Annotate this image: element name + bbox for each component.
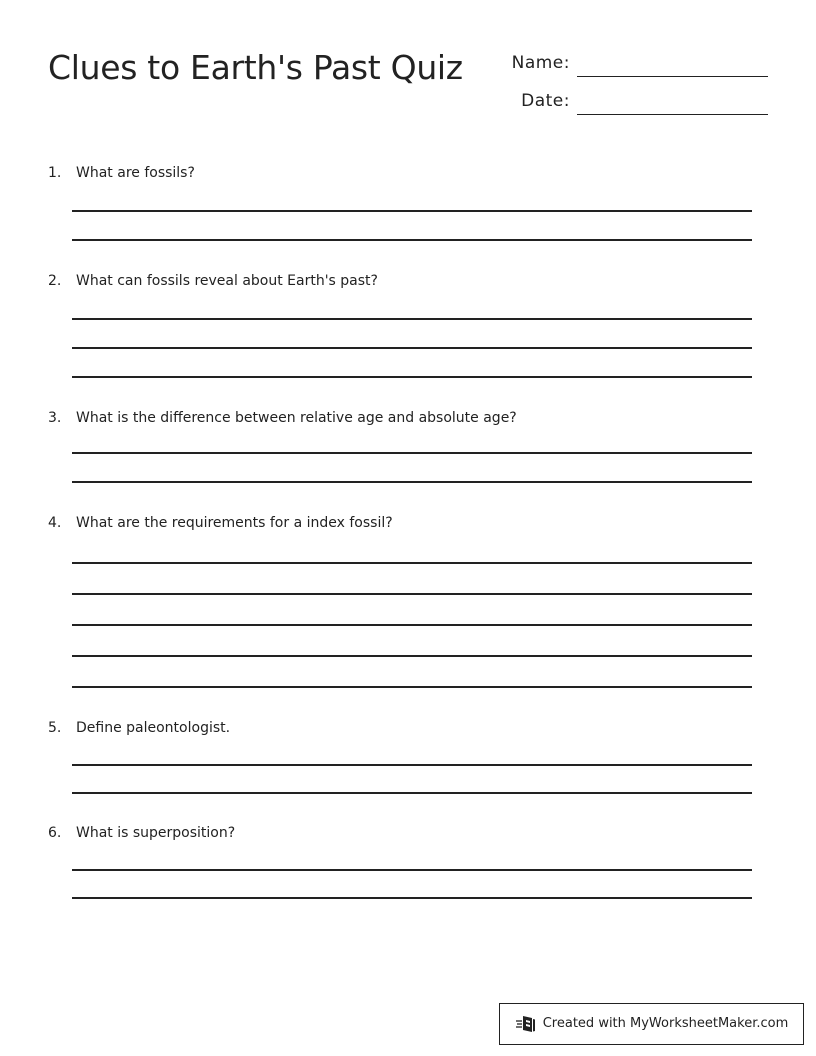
answer-line[interactable] xyxy=(72,562,752,564)
question-number: 4. xyxy=(48,515,62,531)
answer-line[interactable] xyxy=(72,376,752,378)
page-title: Clues to Earth's Past Quiz xyxy=(48,48,463,87)
question-text: Define paleontologist. xyxy=(76,720,231,736)
question-text: What is superposition? xyxy=(76,825,236,841)
date-line[interactable] xyxy=(577,114,768,115)
answer-line[interactable] xyxy=(72,239,752,241)
date-label: Date: xyxy=(521,91,570,111)
question-number: 2. xyxy=(48,273,62,289)
answer-line[interactable] xyxy=(72,655,752,657)
answer-line[interactable] xyxy=(72,593,752,595)
question-text: What are fossils? xyxy=(76,165,195,181)
answer-line[interactable] xyxy=(72,347,752,349)
answer-line[interactable] xyxy=(72,210,752,212)
answer-line[interactable] xyxy=(72,481,752,483)
date-field[interactable] xyxy=(0,90,816,114)
footer-badge[interactable] xyxy=(499,1003,804,1045)
question-number: 1. xyxy=(48,165,62,181)
answer-line[interactable] xyxy=(72,897,752,899)
answer-line[interactable] xyxy=(72,869,752,871)
answer-line[interactable] xyxy=(72,318,752,320)
footer-text: Created with MyWorksheetMaker.com xyxy=(542,1016,789,1031)
answer-line[interactable] xyxy=(72,452,752,454)
question-number: 5. xyxy=(48,720,62,736)
answer-line[interactable] xyxy=(72,792,752,794)
worksheet-maker-logo-icon xyxy=(515,1013,537,1035)
name-line[interactable] xyxy=(577,76,768,77)
question-text: What can fossils reveal about Earth's past? xyxy=(76,273,378,289)
question-number: 6. xyxy=(48,825,62,841)
answer-line[interactable] xyxy=(72,686,752,688)
question-text: What is the difference between relative age and absolute age? xyxy=(76,410,517,426)
question-number: 3. xyxy=(48,410,62,426)
answer-line[interactable] xyxy=(72,624,752,626)
answer-line[interactable] xyxy=(72,764,752,766)
name-field[interactable] xyxy=(0,52,816,76)
question-text: What are the requirements for a index fossil? xyxy=(76,515,393,531)
name-label: Name: xyxy=(511,53,570,73)
